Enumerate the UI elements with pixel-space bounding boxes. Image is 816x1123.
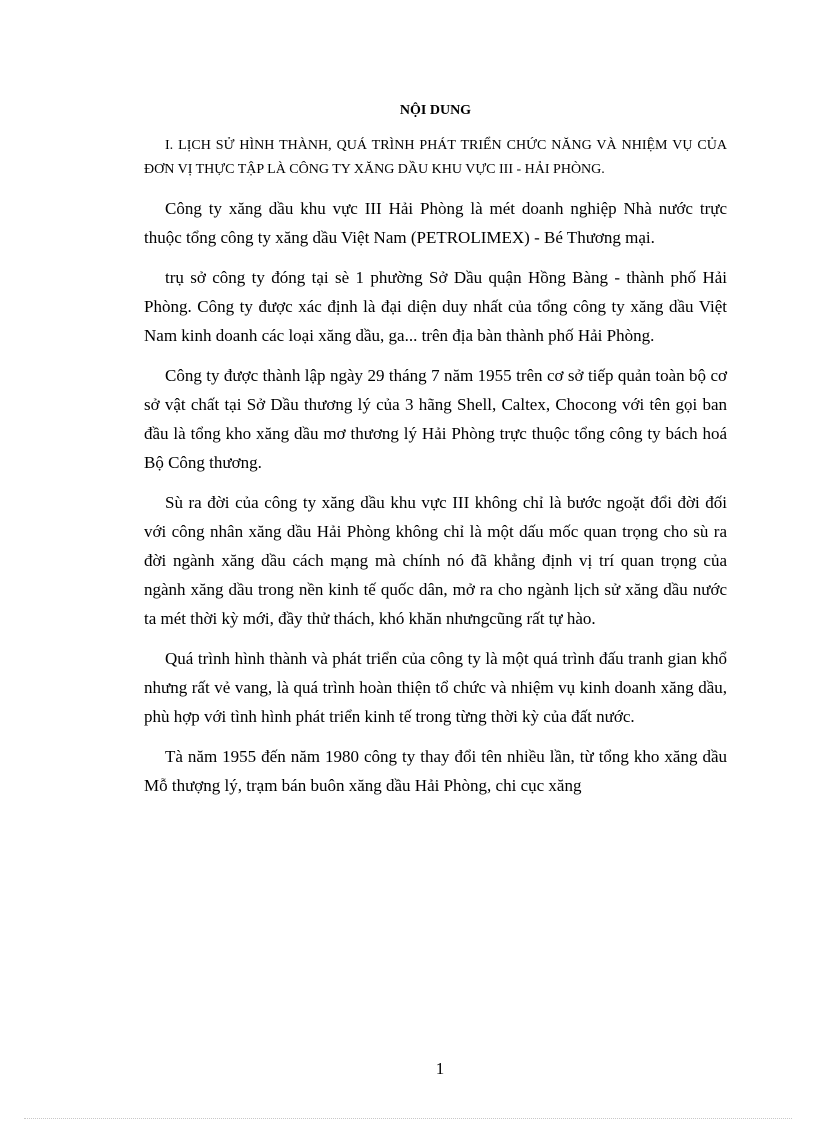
paragraph-4: Sù ra đời của công ty xăng dầu khu vực III không chỉ là bước ngoặt đổi đời đối với công nhân xăng dầu Hải Phòng không chỉ là một dấu mốc quan trọng cho sù ra đời ngành xăng dầu cách mạng mà chính nó đã khẳng định vị trí quan trọng của ngành xăng dầu trong nền kinh tế quốc dân, mở ra cho ngành lịch sử xăng dầu nước ta mét thời kỳ mới, đầy thử thách, khó khăn nhưngcũng rất tự hào. (144, 493, 727, 628)
section-heading: I. LỊCH SỬ HÌNH THÀNH, QUÁ TRÌNH PHÁT TRIỂN CHỨC NĂNG VÀ NHIỆM VỤ CỦA ĐƠN VỊ THỰC TẬP LÀ CÔNG TY XĂNG DẦU KHU VỰC III - HẢI PHÒNG. (144, 138, 727, 177)
page-bottom-divider (24, 1118, 792, 1119)
paragraph-1: Công ty xăng dầu khu vực III Hải Phòng là mét doanh nghiệp Nhà nước trực thuộc tổng công ty xăng dầu Việt Nam (PETROLIMEX) - Bé Thương mại. (144, 199, 727, 247)
page-title: NỘI DUNG (399, 103, 472, 118)
page-number: 1 (435, 1059, 445, 1078)
paragraph-5: Quá trình hình thành và phát triển của công ty là một quá trình đấu tranh gian khổ nhưng rất vẻ vang, là quá trình hoàn thiện tổ chức và nhiệm vụ kinh doanh xăng dầu, phù hợp với tình hình phát triển kinh tế trong từng thời kỳ của đất nước. (144, 649, 727, 726)
paragraph-2: trụ sở công ty đóng tại sè 1 phường Sở Dầu quận Hồng Bàng - thành phố Hải Phòng. Công ty được xác định là đại diện duy nhất của tổng công ty xăng dầu Việt Nam kinh doanh các loại xăng dầu, ga... trên địa bàn thành phố Hải Phòng. (144, 268, 727, 345)
document-body (144, 101, 727, 811)
paragraph-6: Tà năm 1955 đến năm 1980 công ty thay đổi tên nhiều lần, từ tổng kho xăng dầu Mỗ thượng lý, trạm bán buôn xăng dầu Hải Phòng, chi cục xăng (144, 747, 727, 795)
paragraph-3: Công ty được thành lập ngày 29 tháng 7 năm 1955 trên cơ sở tiếp quản toàn bộ cơ sở vật chất tại Sở Dầu thương lý của 3 hãng Shell, Caltex, Chocong với tên gọi ban đầu là tổng kho xăng dầu mơ thương lý Hải Phòng trực thuộc tổng công ty bách hoá Bộ Công thương. (144, 366, 727, 472)
